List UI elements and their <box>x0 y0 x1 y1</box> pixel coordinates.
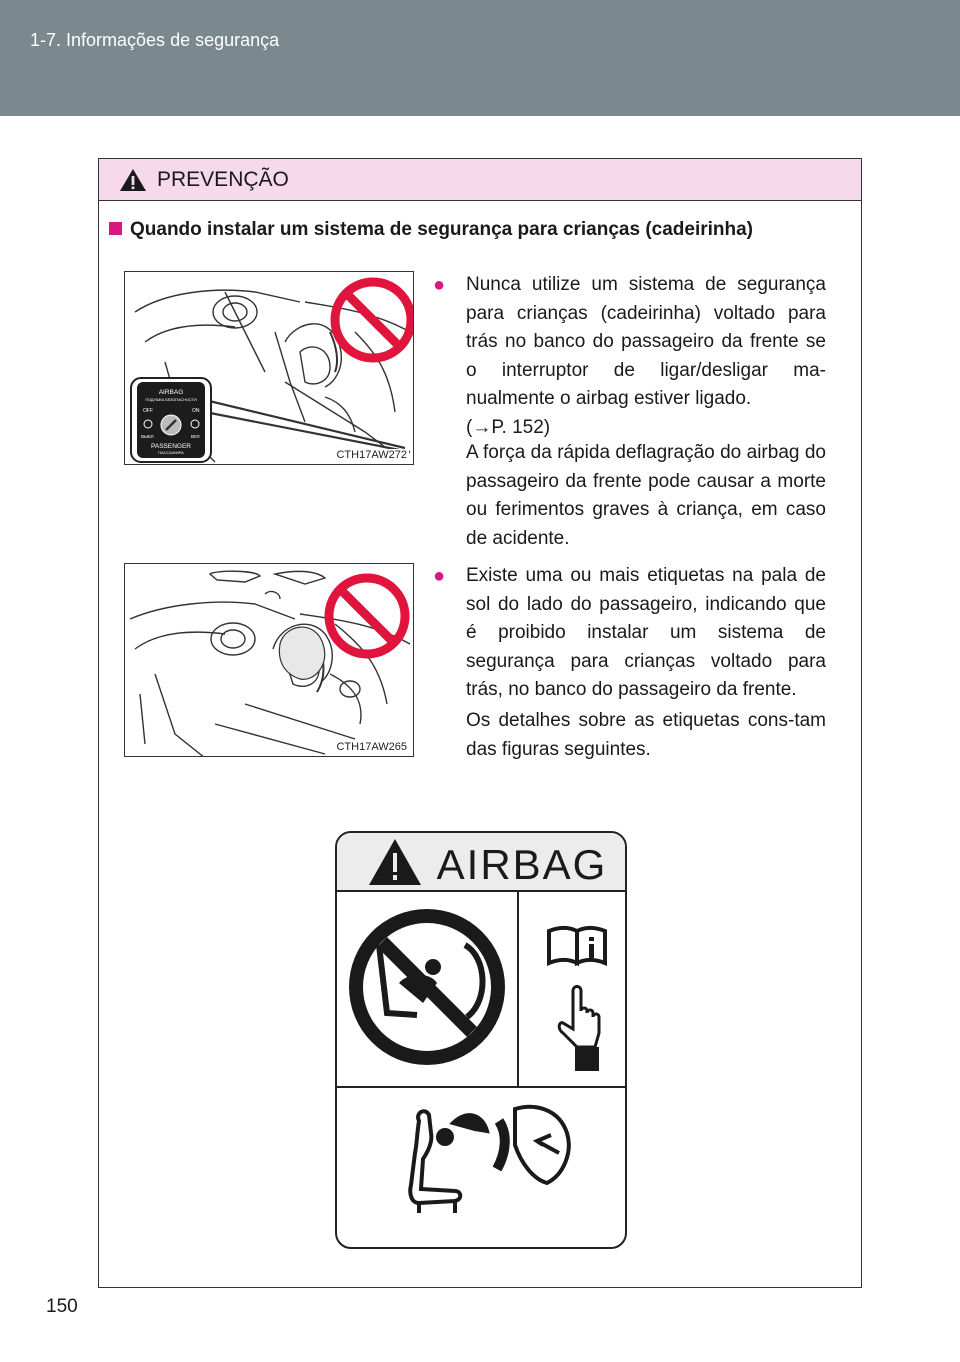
page-header <box>0 0 960 116</box>
figure-code: CTH17AW265 <box>336 741 407 753</box>
manual-book-icon <box>549 928 605 963</box>
switch-off-ru-text: ВЫКЛ <box>141 434 154 439</box>
airbag-deploy-illustration <box>125 564 414 757</box>
circle-bullet-icon: ● <box>433 565 446 587</box>
switch-passenger-text: PASSENGER <box>151 443 191 450</box>
caution-box <box>98 158 862 1288</box>
switch-on-ru-text: ВКЛ <box>191 434 200 439</box>
pointing-finger-icon <box>559 987 599 1072</box>
figure-code: CTH17AW272 <box>336 449 407 461</box>
airbag-label-title: AIRBAG <box>436 841 608 888</box>
bullet-text: Nunca utilize um sistema de segurança para crianças (cadeirinha) voltado para trás no banco do passageiro da frente se o interruptor de ligar/desligar ma-nualmente o airbag estiver ligado. <box>466 274 826 409</box>
warning-icon <box>119 168 147 192</box>
bullet-item <box>433 271 826 442</box>
switch-airbag-ru-text: ПОДУШКА БЕЗОПАСНОСТИ <box>145 398 197 402</box>
airbag-warning-label <box>335 831 627 1249</box>
airbag-label-graphic <box>337 833 625 1247</box>
bullet-note: A força da rápida deflagração do airbag do passageiro da frente pode causar a morte ou ferimentos graves à criança, em caso de acidente. <box>466 442 826 549</box>
section-title: 1-7. Informações de segurança <box>30 30 280 50</box>
caution-label: PREVENÇÃO <box>157 168 289 191</box>
switch-passenger-ru-text: ПАССАЖИРА <box>158 450 184 455</box>
bullet-text: Existe uma ou mais etiquetas na pala de sol do lado do passageiro, indicando que é proibido instalar um sistema de segurança para crianças voltado para trás, no banco do passageiro da frente. <box>466 565 826 700</box>
caution-bar <box>99 159 861 201</box>
figure-child-seat-switch <box>124 271 414 465</box>
switch-on-text: ON <box>192 408 200 414</box>
page-number: 150 <box>46 1296 78 1317</box>
circle-bullet-icon: ● <box>433 274 446 296</box>
bullet-item <box>433 562 826 705</box>
child-seat-illustration <box>125 272 414 465</box>
bullet-note: Os detalhes sobre as etiquetas cons-tam das figuras seguintes. <box>466 710 826 760</box>
no-rear-facing-seat-icon <box>349 909 505 1065</box>
section-heading <box>109 219 753 241</box>
switch-off-text: OFF <box>143 408 153 414</box>
page-reference: (→P. 152) <box>466 416 551 438</box>
switch-airbag-text: AIRBAG <box>158 389 184 396</box>
airbag-impact-icon <box>410 1107 568 1213</box>
figure-child-seat-label <box>124 563 414 757</box>
square-bullet-icon <box>109 222 122 235</box>
heading-text: Quando instalar um sistema de segurança para crianças (cadeirinha) <box>130 219 754 240</box>
